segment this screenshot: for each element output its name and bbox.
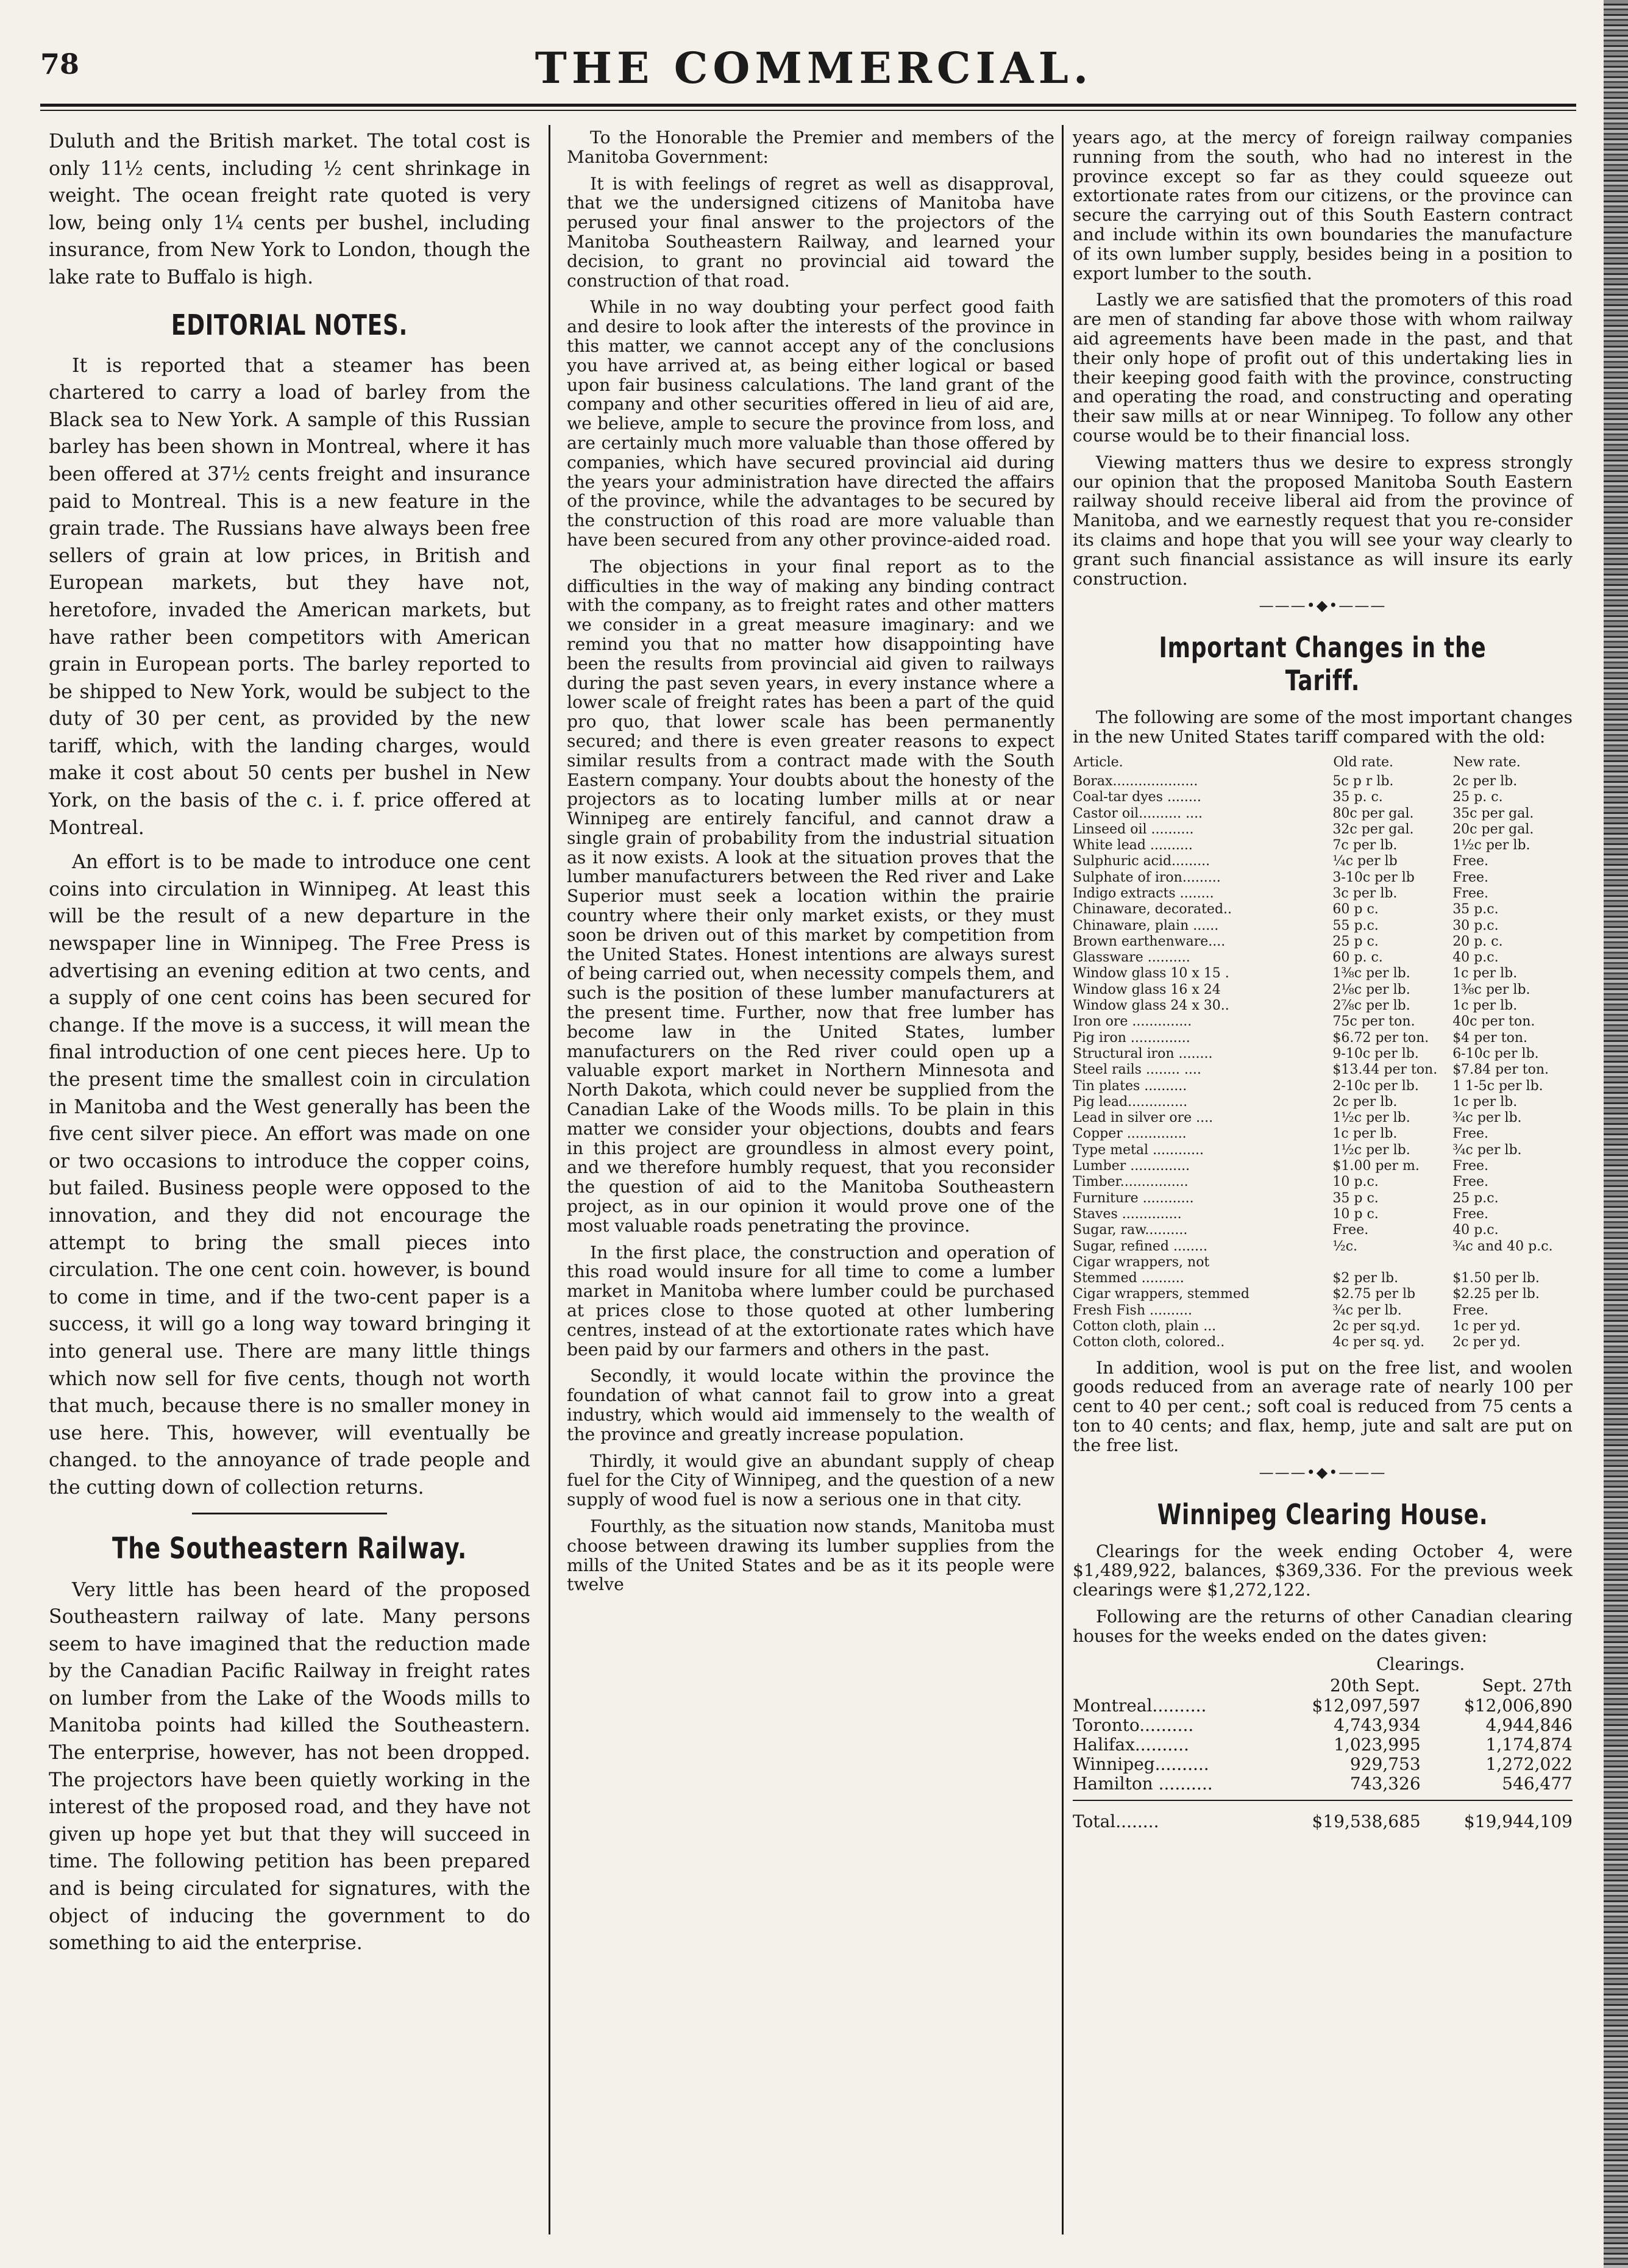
tariff-new-rate: Free.: [1452, 1158, 1489, 1174]
tariff-row: [1073, 1158, 1573, 1174]
tariff-old-rate: $2.75 per lb: [1332, 1286, 1416, 1302]
tariff-article: Copper ..............: [1073, 1126, 1187, 1142]
tariff-new-rate: 2c per lb.: [1452, 773, 1518, 789]
tariff-new-rate: $2.25 per lb.: [1452, 1286, 1540, 1302]
clearings-sept20: 929,753: [1349, 1753, 1421, 1774]
tariff-row: [1073, 838, 1573, 854]
tariff-article: Sugar, refined ........: [1073, 1238, 1207, 1254]
tariff-row: [1073, 870, 1573, 886]
tariff-article: Stemmed ..........: [1073, 1271, 1184, 1286]
tariff-row: [1073, 1319, 1573, 1335]
tariff-old-rate: $13.44 per ton.: [1332, 1062, 1438, 1078]
tariff-col-new: New rate.: [1453, 754, 1521, 770]
tariff-article: Cotton cloth, plain ...: [1073, 1319, 1217, 1335]
editorial-paragraph: An effort is to be made to introduce one cent coins into circulation in Winnipeg. At least this will be the result of a new departure in the newspaper line in Winnipeg. The Free Press is advertising an evening edition at two cents, and a supply of one cent coins has been secured for change. If the move is a success, it will mean the final introduction of one cent pieces here. Up to the present time the smallest coin in circulation in Manitoba and the West generally has been the five cent silver piece. An effort was made on one or two occasions to introduce the copper coins, but failed. Business people were opposed to the innovation, and they did not encourage the attempt to bring the small pieces into circulation. The one cent coin. however, is bound to come in time, and if the two-cent paper is a success, it will go a long way toward bringing it into general use. There are many little things which now sell for five cents, though not worth that much, because there is no smaller money in use here. This, however, will eventually be changed. to the annoyance of trade people and the cutting down of collection returns.: [49, 851, 530, 1499]
tariff-article: Brown earthenware....: [1073, 933, 1226, 949]
tariff-row: [1073, 886, 1573, 902]
tariff-old-rate: 5c p r lb.: [1332, 773, 1394, 789]
tariff-article: Lumber ..............: [1073, 1158, 1190, 1174]
tariff-row: [1073, 902, 1573, 918]
tariff-new-rate: 30 p.c.: [1452, 918, 1499, 933]
tariff-article: Iron ore ..............: [1073, 1014, 1192, 1030]
clearings-sept20: 743,326: [1349, 1773, 1421, 1794]
petition-paragraph: Viewing matters thus we desire to express strongly our opinion that the proposed Manitoba South Eastern railway should receive liberal aid from the province of Manitoba, and we earnestly request that you re-consider its claims and hope that you will see your way clearly to grant such financial assistance as will insure its early construction.: [1073, 452, 1573, 589]
tariff-new-rate: 40 p.c.: [1452, 950, 1499, 966]
tariff-new-rate: Free.: [1452, 854, 1489, 869]
tariff-article: Lead in silver ore ....: [1073, 1110, 1214, 1126]
clearings-city: Montreal..........: [1073, 1695, 1207, 1716]
tariff-article: Window glass 16 x 24: [1073, 982, 1221, 997]
tariff-new-rate: 1c per lb.: [1452, 966, 1518, 982]
clearing-house-heading: Winnipeg Clearing House.: [1157, 1497, 1488, 1531]
tariff-new-rate: Free.: [1452, 886, 1489, 901]
clearings-row: [1073, 1774, 1573, 1794]
tariff-article: Chinaware, plain ......: [1073, 918, 1219, 933]
tariff-old-rate: 35 p c.: [1332, 1190, 1379, 1206]
tariff-row: [1073, 1079, 1573, 1094]
tariff-row: [1073, 1271, 1573, 1286]
tariff-article: White lead ..........: [1073, 838, 1193, 854]
petition-paragraph: In the first place, the construction and operation of this road would insure for all time to come a lumber market in Manitoba where lumber could be purchased at prices close to those quoted at other lumbering centres, instead of at the extortionate rates which have been paid by our farmers and others in the past.: [567, 1242, 1054, 1360]
tariff-article: Pig lead..............: [1073, 1094, 1188, 1110]
section-ornament: ———•◆•———: [1259, 1463, 1387, 1481]
tariff-old-rate: 1½c per lb.: [1332, 1142, 1410, 1158]
tariff-old-rate: 3-10c per lb: [1332, 869, 1415, 885]
tariff-new-rate: ¾c per lb.: [1452, 1142, 1522, 1158]
tariff-old-rate: 2⅞c per lb.: [1332, 998, 1410, 1014]
article-paragraph: Very little has been heard of the proposed Southeastern railway of late. Many persons seem to have imagined that the reduction made by the Canadian Pacific Railway in freight rates on lumber from the Lake of the Woods mills to Manitoba points had killed the Southeastern. The enterprise, however, has not been dropped. The projectors have been quietly working in the interest of the proposed road, and they have not given up hope yet but that they will succeed in time. The following petition has been prepared and is being circulated for signatures, with the object of inducing the government to do something to aid the enterprise.: [49, 1578, 530, 1955]
tariff-row: [1073, 918, 1573, 934]
tariff-article: Timber................: [1073, 1174, 1189, 1190]
clearings-row: [1073, 1716, 1573, 1735]
tariff-article: Indigo extracts ........: [1073, 886, 1214, 901]
tariff-article: Tin plates ..........: [1073, 1078, 1187, 1094]
tariff-row: [1073, 1191, 1573, 1207]
tariff-old-rate: Free.: [1332, 1222, 1369, 1238]
tariff-article: Sulphate of iron.........: [1073, 869, 1221, 885]
tariff-article: Borax....................: [1073, 773, 1198, 789]
tariff-old-rate: [1332, 1255, 1452, 1271]
tariff-old-rate: 3c per lb.: [1332, 886, 1398, 901]
tariff-article: Glassware ..........: [1073, 950, 1190, 966]
clearings-sept20: 1,023,995: [1334, 1734, 1421, 1755]
section-divider: [192, 1513, 387, 1514]
tariff-new-rate: 1c per lb.: [1452, 998, 1518, 1014]
tariff-old-rate: 9-10c per lb.: [1332, 1046, 1419, 1061]
column-2: [567, 128, 1054, 1602]
page-edge-scan: [1604, 0, 1628, 2268]
tariff-new-rate: 35c per gal.: [1452, 805, 1534, 821]
column-1: [49, 128, 530, 1964]
tariff-row: [1073, 1046, 1573, 1062]
tariff-article: Cigar wrappers, not: [1073, 1254, 1210, 1270]
petition-address: To the Honorable the Premier and members of the Manitoba Government:: [567, 127, 1054, 167]
tariff-row: [1073, 1335, 1573, 1350]
tariff-table: [1073, 754, 1573, 1351]
tariff-old-rate: 1c per lb.: [1332, 1126, 1398, 1142]
tariff-article: Sugar, raw..........: [1073, 1222, 1188, 1238]
tariff-article: Structural iron ........: [1073, 1046, 1213, 1061]
clearings-sept27: 1,174,874: [1485, 1734, 1573, 1755]
tariff-article: Linseed oil ..........: [1073, 821, 1194, 837]
tariff-new-rate: Free.: [1452, 869, 1489, 885]
tariff-row: [1073, 1174, 1573, 1190]
tariff-row: [1073, 1207, 1573, 1222]
tariff-new-rate: ¾c and 40 p.c.: [1452, 1238, 1553, 1254]
tariff-old-rate: 2c per sq.yd.: [1332, 1319, 1421, 1335]
tariff-new-rate: 25 p.c.: [1452, 1190, 1499, 1206]
tariff-old-rate: 7c per lb.: [1332, 838, 1398, 854]
tariff-intro: The following are some of the most important changes in the new United States tariff compared with the old:: [1073, 707, 1573, 747]
clearings-table: [1073, 1653, 1573, 1831]
tariff-new-rate: 1 1-5c per lb.: [1452, 1078, 1543, 1094]
petition-paragraph: While in no way doubting your perfect good faith and desire to look after the interests of the province in this matter, we cannot accept any of the conclusions you have arrived at, as being either logical or based upon fair business calculations. The land grant of the company and other securities offered in lieu of aid are, we believe, ample to secure the province from loss, and are certainly much more valuable than those offered by companies, which have secured provincial aid during the years your administration have directed the affairs of the province, while the advantages to be secured by the construction of this road are more valuable than have been secured from any other province-aided road.: [567, 297, 1054, 550]
tariff-old-rate: $6.72 per ton.: [1332, 1030, 1429, 1046]
tariff-new-rate: 1c per lb.: [1452, 1094, 1518, 1110]
tariff-row: [1073, 1222, 1573, 1238]
tariff-new-rate: 35 p.c.: [1452, 902, 1499, 918]
tariff-old-rate: $2 per lb.: [1332, 1271, 1399, 1286]
page-number: 78: [40, 48, 80, 80]
tariff-old-rate: 80c per gal.: [1332, 805, 1414, 821]
tariff-new-rate: Free.: [1452, 1174, 1489, 1190]
tariff-row: [1073, 982, 1573, 998]
petition-paragraph: Lastly we are satisfied that the promoters of this road are men of standing far above those with whom railway aid agreements have been made in the past, and that their only hope of profit out of this undertaking lies in their keeping good faith with the province, constructing and operating the road, and constructing and operating their saw mills at or near Winnipeg. To follow any other course would be to their financial loss.: [1073, 290, 1573, 446]
tariff-row: [1073, 1255, 1573, 1271]
tariff-row: [1073, 774, 1573, 790]
tariff-new-rate: 40 p.c.: [1452, 1222, 1499, 1238]
tariff-old-rate: 60 p c.: [1332, 902, 1379, 918]
tariff-row: [1073, 950, 1573, 966]
header-rule-thin: [40, 110, 1576, 111]
tariff-row: [1073, 822, 1573, 838]
tariff-old-rate: 10 p.c.: [1332, 1174, 1379, 1190]
tariff-old-rate: 55 p.c.: [1332, 918, 1379, 933]
clearings-city: Hamilton ..........: [1073, 1773, 1213, 1794]
clearings-row: [1073, 1735, 1573, 1755]
tariff-old-rate: 35 p. c.: [1332, 790, 1383, 805]
tariff-row: [1073, 1239, 1573, 1255]
southeastern-railway-heading: The Southeastern Railway.: [112, 1531, 467, 1566]
tariff-article: Window glass 24 x 30..: [1073, 998, 1229, 1014]
editorial-notes-heading: EDITORIAL NOTES.: [171, 308, 408, 341]
tariff-article: Pig iron ..............: [1073, 1030, 1190, 1046]
clearings-sept20: $12,097,597: [1312, 1695, 1421, 1716]
tariff-row: [1073, 806, 1573, 822]
tariff-article: Castor oil.......... ....: [1073, 805, 1203, 821]
tariff-header-row: [1073, 754, 1573, 774]
tariff-old-rate: 32c per gal.: [1332, 821, 1414, 837]
tariff-new-rate: 20 p. c.: [1452, 933, 1503, 949]
tariff-old-rate: $1.00 per m.: [1332, 1158, 1420, 1174]
header-rule: [40, 104, 1576, 107]
tariff-row: [1073, 1094, 1573, 1110]
clearings-label: Clearings.: [1376, 1653, 1465, 1674]
clearings-sept27: $12,006,890: [1463, 1695, 1573, 1716]
tariff-old-rate: 2c per lb.: [1332, 1094, 1398, 1110]
tariff-row: [1073, 1286, 1573, 1302]
tariff-article: Type metal ............: [1073, 1142, 1204, 1158]
clearings-row: [1073, 1696, 1573, 1716]
tariff-row: [1073, 854, 1573, 869]
tariff-old-rate: 1⅜c per lb.: [1332, 966, 1410, 982]
tariff-row: [1073, 1062, 1573, 1078]
column-rule-2: [1062, 125, 1064, 2234]
tariff-new-rate: 2c per yd.: [1452, 1335, 1521, 1350]
tariff-new-rate: 1⅜c per lb.: [1452, 982, 1530, 997]
tariff-new-rate: $4 per ton.: [1452, 1030, 1528, 1046]
clearings-sept20: 4,743,934: [1334, 1714, 1421, 1735]
tariff-new-rate: 1½c per lb.: [1452, 838, 1530, 854]
clearings-city: Toronto..........: [1073, 1714, 1194, 1735]
petition-paragraph: Thirdly, it would give an abundant supply of cheap fuel for the City of Winnipeg, and the question of a new supply of wood fuel is now a serious one in that city.: [567, 1450, 1054, 1510]
clearings-total-sept27: $19,944,109: [1463, 1811, 1573, 1831]
tariff-row: [1073, 998, 1573, 1014]
tariff-old-rate: 25 p c.: [1332, 933, 1379, 949]
tariff-row: [1073, 966, 1573, 982]
tariff-note: In addition, wool is put on the free list, and woolen goods reduced from an average rate of nearly 100 per cent to 40 per cent.; soft coal is reduced from 75 cents a ton to 40 cents; and flax, hemp, jute and salt are put on the free list.: [1073, 1357, 1573, 1455]
intro-paragraph: Duluth and the British market. The total cost is only 11½ cents, including ½ cent shrinkage in weight. The ocean freight rate quoted is very low, being only 1¼ cents per bushel, including insurance, from New York to London, though the lake rate to Buffalo is high.: [49, 130, 530, 288]
tariff-article: Sulphuric acid.........: [1073, 854, 1210, 869]
tariff-new-rate: Free.: [1452, 1126, 1489, 1142]
tariff-old-rate: 2⅛c per lb.: [1332, 982, 1410, 997]
clearings-sept27: 546,477: [1502, 1773, 1573, 1794]
tariff-article: Cigar wrappers, stemmed: [1073, 1286, 1249, 1302]
tariff-old-rate: 75c per ton.: [1332, 1014, 1415, 1030]
tariff-old-rate: ¾c per lb.: [1332, 1302, 1402, 1318]
clearings-sept27: 1,272,022: [1485, 1753, 1573, 1774]
section-ornament: ———•◆•———: [1259, 597, 1387, 615]
clearings-sum-rule: [1073, 1794, 1573, 1800]
tariff-row: [1073, 1143, 1573, 1158]
tariff-old-rate: ¼c per lb: [1332, 854, 1398, 869]
tariff-article: Coal-tar dyes ........: [1073, 790, 1201, 805]
tariff-article: Fresh Fish ..........: [1073, 1302, 1192, 1318]
tariff-col-old: Old rate.: [1333, 754, 1394, 770]
tariff-row: [1073, 790, 1573, 805]
tariff-new-rate: 1c per yd.: [1452, 1319, 1521, 1335]
tariff-new-rate: $7.84 per ton.: [1452, 1062, 1549, 1078]
tariff-new-rate: Free.: [1452, 1206, 1489, 1222]
tariff-article: Furniture ............: [1073, 1190, 1194, 1206]
petition-paragraph: Secondly, it would locate within the province the foundation of what cannot fail to grow into a great industry, which would aid immensely to the wealth of the province and greatly increase population.: [567, 1366, 1054, 1444]
clearings-row: [1073, 1755, 1573, 1774]
column-3: [1073, 128, 1573, 1831]
petition-paragraph: The objections in your final report as to the difficulties in the way of making any binding contract with the company, as to freight rates and other matters we consider in a great measure imaginary: and we remind you that no matter how disappointing have been the results from provincial aid given to railways during the past seven years, in every instance where a lower scale of freight rates has been a part of the quid pro quo, that lower scale has been permanently secured; and there is even greater reasons to expect similar results from a contract made with the South Eastern company. Your doubts about the honesty of the projectors as to locating lumber mills at or near Winnipeg are entirely fanciful, and cannot draw a single grain of probability from the industrial situation as it now exists. A look at the situation proves that the lumber manufacturers between the Red river and Lake Superior must seek a location within the prairie country where their only market exists, or they must soon be driven out of this market by competition from the United States. Honest intentions are always surest of being carried out, when necessity compels them, and such is the position of these lumber manufacturers at the present time. Further, now that free lumber has become law in the United States, lumber manufacturers on the Red river could open up a valuable export market in Northern Minnesota and North Dakota, which could never be supplied from the Canadian Lake of the Woods mills. To be plain in this matter we consider your objections, doubts and fears in this project are groundless in almost every point, and we therefore humbly request, that you reconsider the question of aid to the Manitoba Southeastern project, as in our opinion it would prove one of the most valuable roads penetrating the province.: [567, 556, 1054, 1236]
masthead: THE COMMERCIAL.: [535, 43, 1093, 93]
tariff-row: [1073, 1303, 1573, 1319]
tariff-new-rate: [1452, 1255, 1573, 1271]
tariff-new-rate: Free.: [1452, 1302, 1489, 1318]
tariff-old-rate: 60 p. c.: [1332, 950, 1383, 966]
tariff-old-rate: 2-10c per lb.: [1332, 1078, 1419, 1094]
petition-paragraph: years ago, at the mercy of foreign railway companies running from the south, who had no interest in the province except so far as they could squeeze out extortionate rates from our citizens, or the province can secure the carrying out of this South Eastern contract and include within its own boundaries the manufacture of its own lumber supply, besides being in a position to export lumber to the south.: [1073, 127, 1573, 284]
tariff-new-rate: 40c per ton.: [1452, 1014, 1535, 1030]
clearings-col-2: Sept. 27th: [1482, 1675, 1572, 1696]
clearings-total-row: [1073, 1800, 1573, 1831]
tariff-old-rate: 10 p c.: [1332, 1206, 1379, 1222]
tariff-old-rate: 1½c per lb.: [1332, 1110, 1410, 1126]
tariff-row: [1073, 1126, 1573, 1142]
tariff-article: Steel rails ........ ....: [1073, 1062, 1201, 1078]
petition-paragraph: It is with feelings of regret as well as disapproval, that we the undersigned citizens of Manitoba have perused your final answer to the projectors of the Manitoba Southeastern Railway, and learned your decision, to grant no provincial aid toward the construction of that road.: [567, 173, 1054, 291]
clearing-paragraph: Clearings for the week ending October 4, were $1,489,922, balances, $369,336. For the previous week clearings were $1,272,122.: [1073, 1541, 1573, 1600]
tariff-article: Cotton cloth, colored..: [1073, 1335, 1225, 1350]
editorial-paragraph: It is reported that a steamer has been chartered to carry a load of barley from the Black sea to New York. A sample of this Russian barley has been shown in Montreal, where it has been offered at 37½ cents freight and insurance paid to Montreal. This is a new feature in the grain trade. The Russians have always been free sellers of grain at low prices, in British and European markets, but they have not, heretofore, invaded the American markets, but have rather been competitors with American grain in European ports. The barley reported to be shipped to New York, would be subject to the duty of 30 per cent, as provided by the new tariff, which, with the landing charges, would make it cost about 50 cents per bushel in New York, on the basis of the c. i. f. price offered at Montreal.: [49, 354, 530, 839]
tariff-new-rate: ¾c per lb.: [1452, 1110, 1522, 1126]
clearings-city: Winnipeg..........: [1073, 1753, 1209, 1774]
tariff-heading: Important Changes in the Tariff.: [1159, 631, 1487, 697]
tariff-old-rate: ½c.: [1332, 1238, 1358, 1254]
tariff-article: Chinaware, decorated..: [1073, 902, 1232, 918]
petition-paragraph: Fourthly, as the situation now stands, Manitoba must choose between drawing its lumber supplies from the mills of the United States and be as it its people were twelve: [567, 1516, 1054, 1595]
clearing-paragraph: Following are the returns of other Canadian clearing houses for the weeks ended on the dates given:: [1073, 1606, 1573, 1646]
tariff-old-rate: 4c per sq. yd.: [1332, 1335, 1425, 1350]
tariff-article: Staves ..............: [1073, 1206, 1182, 1222]
tariff-new-rate: $1.50 per lb.: [1452, 1271, 1540, 1286]
clearings-col-1: 20th Sept.: [1330, 1675, 1420, 1696]
tariff-row: [1073, 934, 1573, 950]
tariff-row: [1073, 1014, 1573, 1030]
clearings-total-sept20: $19,538,685: [1312, 1811, 1421, 1831]
tariff-row: [1073, 1030, 1573, 1046]
tariff-new-rate: 25 p. c.: [1452, 790, 1503, 805]
clearings-sept27: 4,944,846: [1485, 1714, 1573, 1735]
tariff-new-rate: 6-10c per lb.: [1452, 1046, 1539, 1061]
clearings-city: Halifax..........: [1073, 1734, 1189, 1755]
clearings-total-label: Total........: [1073, 1811, 1159, 1831]
tariff-new-rate: 20c per gal.: [1452, 821, 1534, 837]
tariff-col-article: Article.: [1073, 754, 1123, 770]
column-rule-1: [549, 125, 550, 2234]
tariff-row: [1073, 1110, 1573, 1126]
tariff-article: Window glass 10 x 15 .: [1073, 966, 1229, 982]
